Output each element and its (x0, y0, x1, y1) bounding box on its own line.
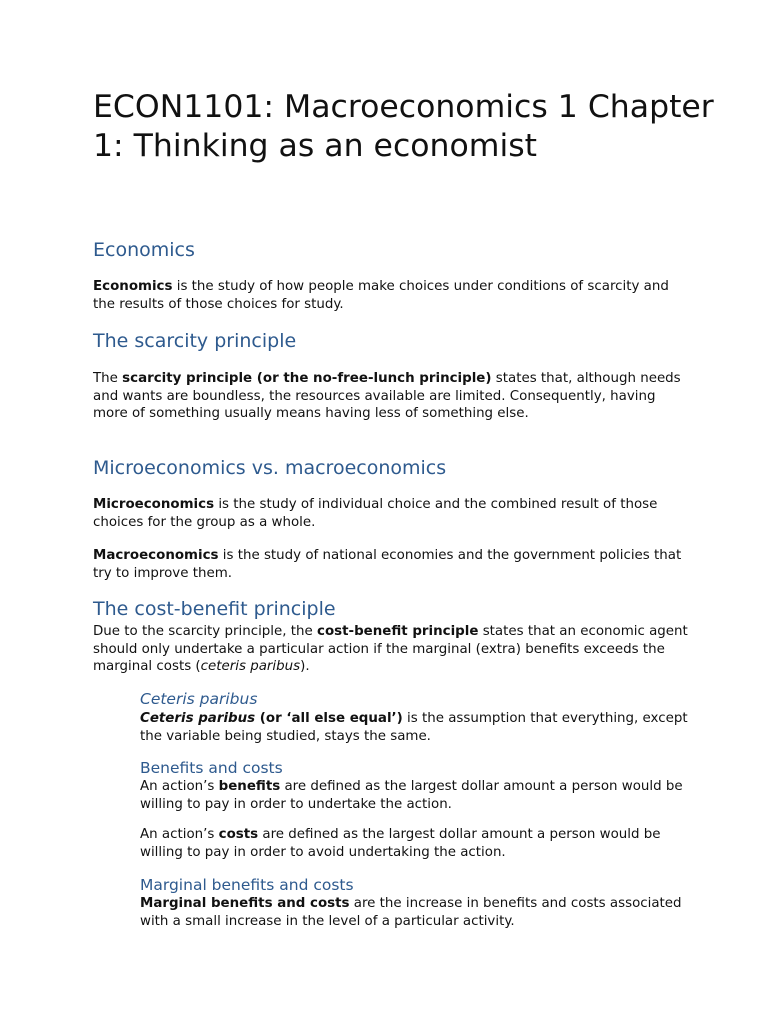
text-cost-benefit-pre: Due to the scarcity principle, the (93, 624, 317, 639)
text-costs-definition: are defined as the largest dollar amount a person would be willing to pay in order to avoid undertaking the action. (140, 827, 661, 860)
text-ceteris-paribus-italic: ceteris paribus (200, 659, 301, 675)
paragraph-microeconomics (93, 496, 693, 531)
term-microeconomics: Microeconomics (93, 497, 215, 512)
heading-cost-benefit-principle: The cost-benefit principle (93, 598, 336, 620)
text-ceteris-paribus-definition: is the assumption that everything, except the variable being studied, stays the same. (140, 711, 688, 744)
document-title: ECON1101: Macroeconomics 1 Chapter 1: Thinking as an economist (93, 89, 714, 164)
term-macroeconomics: Macroeconomics (93, 548, 219, 563)
term-benefits: benefits (218, 779, 281, 794)
paragraph-economics-definition (93, 278, 693, 313)
text-scarcity-pre: The (93, 371, 123, 386)
term-costs: costs (218, 827, 259, 842)
text-scarcity-definition: states that, although needs and wants are boundless, the resources available are limited. Consequently, having more of something usually means having less of something else. (93, 371, 681, 422)
paragraph-scarcity-principle (93, 370, 693, 423)
text-marginal-definition: are the increase in benefits and costs associated with a small increase in the level of a particular activity. (140, 896, 682, 929)
text-costs-pre: An action’s (140, 827, 219, 842)
text-economics-definition: is the study of how people make choices under conditions of scarcity and the results of those choices for study. (93, 279, 669, 312)
paragraph-ceteris-paribus (140, 710, 700, 745)
text-cost-benefit-post: ). (300, 659, 310, 675)
paragraph-cost-benefit-principle (93, 623, 693, 676)
paragraph-costs (140, 826, 700, 861)
term-ceteris-paribus: Ceteris paribus (140, 711, 256, 726)
text-macroeconomics-definition: is the study of national economies and the government policies that try to improve them. (93, 548, 682, 581)
paragraph-macroeconomics (93, 547, 693, 582)
subheading-benefits-and-costs: Benefits and costs (140, 759, 283, 777)
subheading-ceteris-paribus: Ceteris paribus (140, 690, 258, 708)
subheading-marginal-benefits-and-costs: Marginal benefits and costs (140, 876, 354, 894)
heading-scarcity-principle: The scarcity principle (93, 330, 297, 352)
term-marginal-benefits-and-costs: Marginal benefits and costs (140, 896, 350, 911)
term-economics: Economics (93, 279, 173, 294)
paragraph-benefits (140, 778, 700, 813)
term-all-else-equal: (or ‘all else equal’) (255, 711, 403, 726)
paragraph-marginal-benefits-and-costs (140, 895, 700, 930)
text-benefits-pre: An action’s (140, 779, 219, 794)
term-scarcity-principle: scarcity principle (or the no-free-lunch principle) (122, 371, 492, 386)
text-cost-benefit-mid: states that an economic agent should only undertake a particular action if the marginal (extra) benefits exceeds the marginal costs ( (93, 624, 688, 675)
text-microeconomics-definition: is the study of individual choice and the combined result of those choices for the group as a whole. (93, 497, 658, 530)
term-cost-benefit-principle: cost-benefit principle (317, 624, 479, 639)
heading-micro-vs-macro: Microeconomics vs. macroeconomics (93, 457, 447, 479)
text-benefits-definition: are defined as the largest dollar amount a person would be willing to pay in order to undertake the action. (140, 779, 683, 812)
heading-economics: Economics (93, 239, 195, 261)
